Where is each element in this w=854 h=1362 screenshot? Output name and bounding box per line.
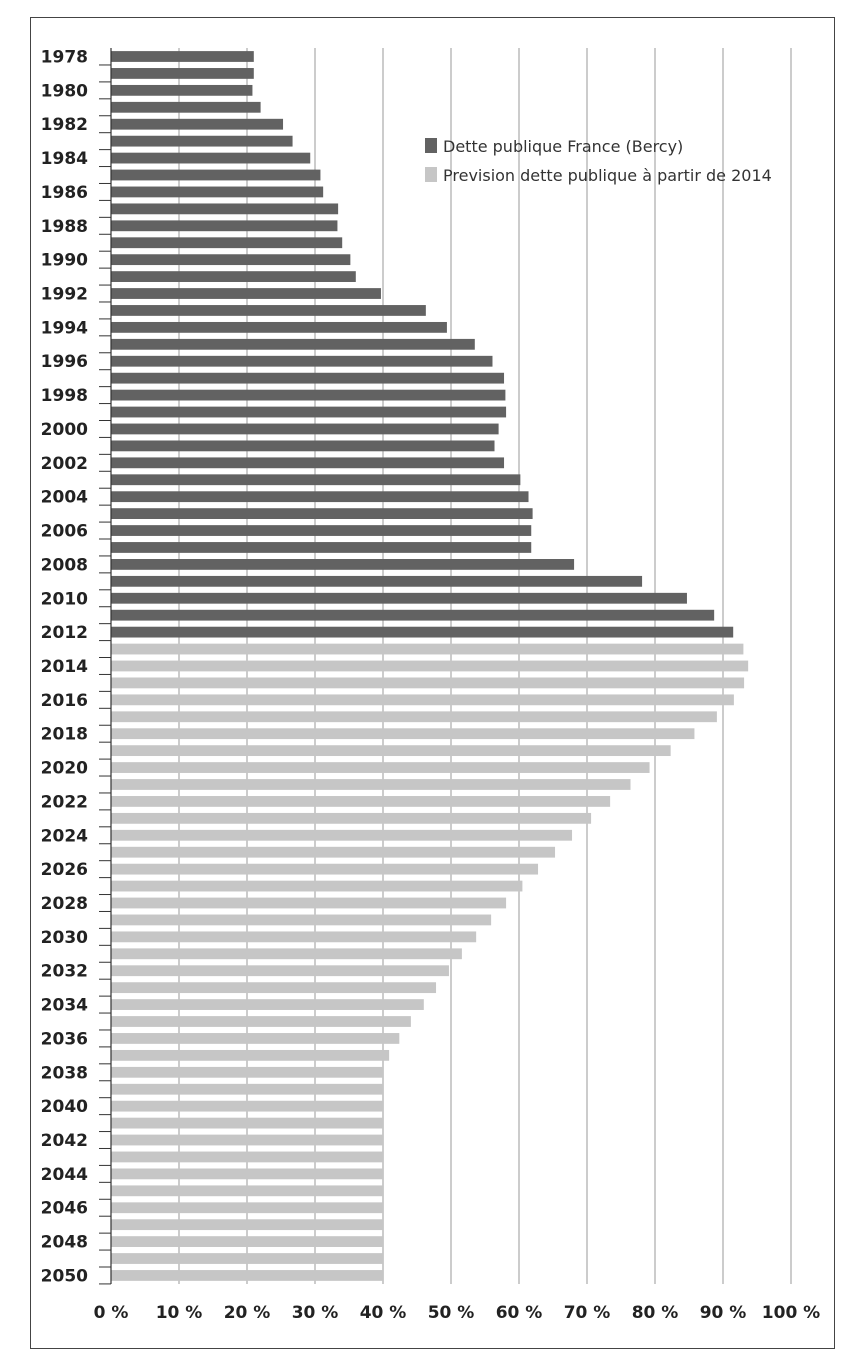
legend-swatch-prevision [425,167,437,182]
bar-dette-2010 [111,593,687,604]
bar-dette-1980 [111,85,252,96]
bar-dette-1997 [111,373,504,384]
bar-dette-2012 [111,627,733,638]
bar-dette-1993 [111,305,426,316]
bar-dette-2000 [111,424,499,435]
y-tick-label: 2038 [40,1063,88,1084]
y-tick-label: 2044 [40,1164,88,1185]
bar-prevision-2043 [111,1152,383,1163]
y-tick-label: 2040 [40,1097,88,1118]
legend-label-dette: Dette publique France (Bercy) [443,137,684,156]
y-tick-label: 2048 [40,1232,88,1253]
bar-prevision-2038 [111,1067,383,1078]
bar-dette-2002 [111,457,504,468]
bar-prevision-2015 [111,678,744,689]
y-tick-label: 2046 [40,1198,88,1219]
y-tick-label: 2008 [40,555,88,576]
y-tick-label: 1992 [40,284,88,305]
y-tick-label: 1986 [40,182,88,203]
x-tick-label: 50 % [427,1303,475,1323]
bar-prevision-2026 [111,864,538,875]
bar-prevision-2042 [111,1135,383,1146]
bar-prevision-2029 [111,915,491,926]
y-tick-label: 1998 [40,386,88,407]
bar-prevision-2016 [111,694,734,705]
y-tick-label: 1978 [40,47,88,68]
bar-dette-1986 [111,187,323,198]
x-tick-label: 90 % [699,1303,747,1323]
y-tick-label: 1982 [40,115,88,136]
bar-dette-2003 [111,474,520,485]
bar-dette-2011 [111,610,714,621]
x-tick-label: 30 % [291,1303,339,1323]
bar-dette-1984 [111,153,310,164]
bar-prevision-2021 [111,779,631,790]
y-tick-label: 2036 [40,1029,88,1050]
x-tick-label: 20 % [223,1303,271,1323]
bar-prevision-2022 [111,796,610,807]
y-tick-label: 1984 [40,149,88,170]
bar-dette-1989 [111,237,342,248]
y-tick-label: 2000 [40,419,88,440]
y-tick-label: 2020 [40,758,88,779]
bar-prevision-2019 [111,745,671,756]
bar-prevision-2033 [111,982,436,993]
y-tick-label: 2016 [40,690,88,711]
bar-dette-2007 [111,542,531,553]
y-tick-label: 2024 [40,826,88,847]
legend-swatch-dette [425,138,437,153]
bar-dette-1978 [111,51,254,62]
y-tick-label: 1996 [40,352,88,373]
y-tick-label: 1988 [40,216,88,237]
bar-prevision-2044 [111,1168,383,1179]
bar-prevision-2036 [111,1033,399,1044]
bar-dette-2006 [111,525,531,536]
bar-prevision-2031 [111,948,462,959]
bar-prevision-2028 [111,898,506,909]
bar-dette-2004 [111,491,529,502]
x-tick-label: 70 % [563,1303,611,1323]
bar-prevision-2035 [111,1016,411,1027]
bars [111,51,748,1281]
bar-dette-1991 [111,271,356,282]
x-tick-label: 40 % [359,1303,407,1323]
x-tick-label: 0 % [93,1303,129,1323]
bar-dette-1999 [111,407,506,418]
bar-prevision-2014 [111,661,748,672]
bar-prevision-2037 [111,1050,389,1061]
x-tick-label: 100 % [761,1303,821,1323]
y-tick-label: 2004 [40,487,88,508]
x-tick-label: 80 % [631,1303,679,1323]
bar-dette-2001 [111,440,495,451]
bar-prevision-2045 [111,1185,383,1196]
bar-dette-1996 [111,356,492,367]
bar-dette-1998 [111,390,505,401]
bar-prevision-2046 [111,1202,383,1213]
y-tick-label: 2002 [40,453,88,474]
y-tick-label: 2026 [40,860,88,881]
bar-dette-1981 [111,102,261,113]
bar-dette-1995 [111,339,475,350]
bar-prevision-2024 [111,830,572,841]
bar-prevision-2013 [111,644,743,655]
bar-prevision-2040 [111,1101,383,1112]
bar-dette-1983 [111,136,293,147]
bar-prevision-2018 [111,728,694,739]
y-tick-label: 2050 [40,1266,88,1287]
y-tick-label: 2030 [40,927,88,948]
bar-dette-1982 [111,119,283,130]
bar-dette-1992 [111,288,381,299]
y-tick-label: 2006 [40,521,88,542]
bar-dette-2005 [111,508,533,519]
bar-prevision-2049 [111,1253,383,1264]
bar-prevision-2027 [111,881,522,892]
y-tick-label: 2028 [40,894,88,914]
y-tick-label: 1994 [40,318,88,339]
bar-prevision-2050 [111,1270,383,1281]
x-tick-label: 10 % [155,1303,203,1323]
y-tick-label: 2018 [40,724,88,745]
y-tick-label: 2032 [40,961,88,982]
bar-prevision-2020 [111,762,650,773]
y-tick-label: 1980 [40,81,88,102]
bar-prevision-2025 [111,847,555,858]
x-tick-label: 60 % [495,1303,543,1323]
y-tick-label: 2012 [40,623,88,644]
bar-prevision-2030 [111,931,476,942]
y-tick-label: 2014 [40,656,88,677]
y-tick-label: 2010 [40,589,88,610]
bar-dette-1988 [111,220,337,231]
bar-dette-2009 [111,576,642,587]
bar-dette-2008 [111,559,574,570]
legend [425,137,772,185]
legend-label-prevision: Prevision dette publique à partir de 2014 [443,166,772,185]
y-tick-label: 2042 [40,1131,88,1152]
bar-dette-1985 [111,170,320,181]
bar-prevision-2039 [111,1084,383,1095]
bar-dette-1990 [111,254,350,265]
bar-dette-1994 [111,322,447,333]
bar-prevision-2048 [111,1236,383,1247]
bar-dette-1987 [111,203,338,214]
y-tick-label: 2034 [40,995,88,1016]
bar-prevision-2023 [111,813,591,824]
y-tick-label: 1990 [40,250,88,271]
bar-prevision-2017 [111,711,717,722]
bar-prevision-2034 [111,999,424,1010]
y-tick-label: 2022 [40,792,88,813]
bar-prevision-2041 [111,1118,383,1129]
bar-prevision-2032 [111,965,449,976]
bar-dette-1979 [111,68,254,79]
bar-prevision-2047 [111,1219,383,1230]
